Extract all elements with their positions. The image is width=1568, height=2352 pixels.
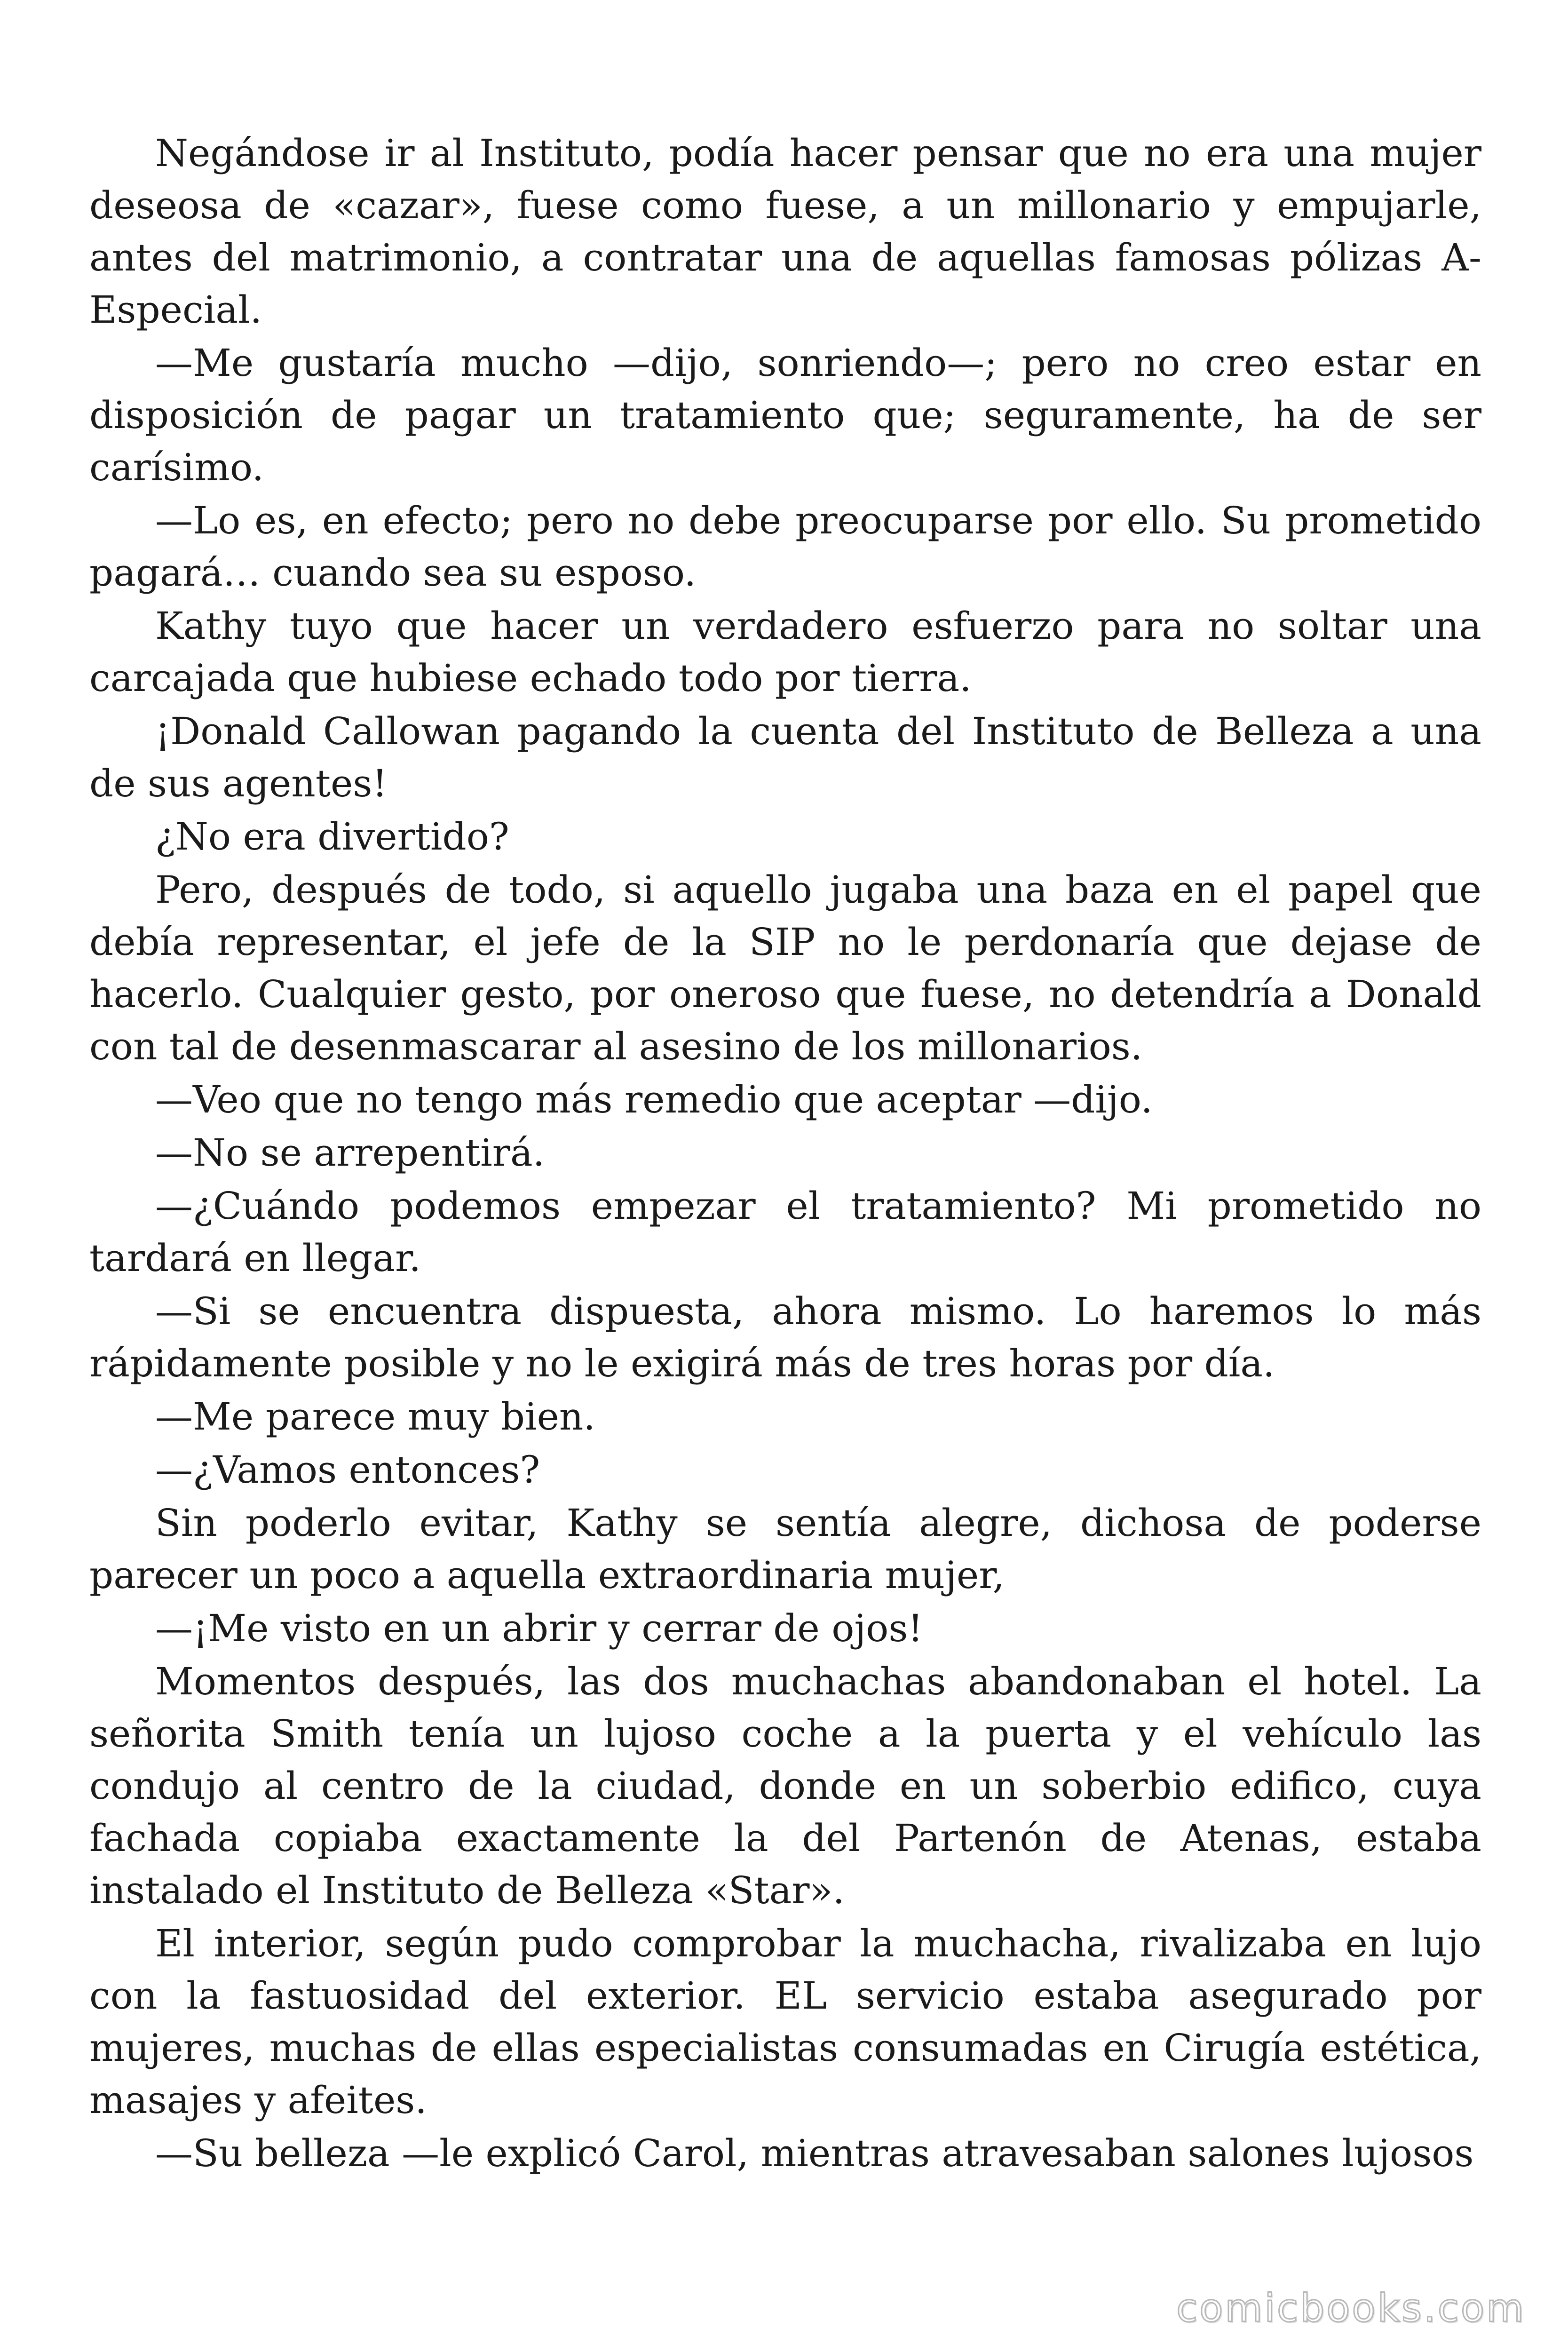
- paragraph-10: —¿Cuándo podemos empezar el tratamiento? Mi prometido no tardará en llegar.: [89, 1184, 1481, 1280]
- paragraph-9: —No se arrepentirá.: [155, 1131, 545, 1175]
- paragraph-15: —¡Me visto en un abrir y cerrar de ojos!: [155, 1606, 923, 1650]
- paragraph-12: —Me parece muy bien.: [155, 1395, 595, 1438]
- page-body: [89, 127, 1481, 2180]
- paragraph-7: Pero, después de todo, si aquello jugaba una baza en el papel que debía representar, el jefe de la SIP no le perdonaría que dejase de hacerlo. Cualquier gesto, por oneroso que fuese, no detendría a Donald con tal de desenmascarar al asesino de los millonarios.: [89, 868, 1481, 1068]
- paragraph-11: —Si se encuentra dispuesta, ahora mismo. Lo haremos lo más rápidamente posible y no le exigirá más de tres horas por día.: [89, 1289, 1481, 1385]
- paragraph-14: Sin poderlo evitar, Kathy se sentía alegre, dichosa de poderse parecer un poco a aquella extraordinaria mujer,: [89, 1501, 1481, 1597]
- watermark-text: comicbooks.com: [1176, 2286, 1526, 2331]
- paragraph-2: —Me gustaría mucho —dijo, sonriendo—; pero no creo estar en disposición de pagar un tratamiento que; seguramente, ha de ser carísimo.: [89, 341, 1481, 489]
- paragraph-16: Momentos después, las dos muchachas abandonaban el hotel. La señorita Smith tenía un lujoso coche a la puerta y el vehículo las condujo al centro de la ciudad, donde en un soberbio edifico, cuya fachada copiaba exactamente la del Partenón de Atenas, estaba instalado el Instituto de Belleza «Star».: [89, 1660, 1481, 1912]
- paragraph-5: ¡Donald Callowan pagando la cuenta del Instituto de Belleza a una de sus agentes!: [89, 709, 1481, 805]
- paragraph-17: El interior, según pudo comprobar la muchacha, rivalizaba en lujo con la fastuosidad del exterior. EL servicio estaba asegurado por mujeres, muchas de ellas especialistas consumadas en Cirugía estética, masajes y afeites.: [89, 1922, 1481, 2122]
- paragraph-4: Kathy tuyo que hacer un verdadero esfuerzo para no soltar una carcajada que hubiese echado todo por tierra.: [89, 604, 1481, 700]
- paragraph-13: —¿Vamos entonces?: [155, 1448, 540, 1492]
- paragraph-18: —Su belleza —le explicó Carol, mientras atravesaban salones lujosos: [155, 2131, 1474, 2175]
- paragraph-6: ¿No era divertido?: [155, 815, 509, 858]
- paragraph-3: —Lo es, en efecto; pero no debe preocuparse por ello. Su prometido pagará… cuando sea su esposo.: [89, 499, 1481, 595]
- paragraph-8: —Veo que no tengo más remedio que aceptar —dijo.: [155, 1078, 1153, 1121]
- paragraph-1: Negándose ir al Instituto, podía hacer pensar que no era una mujer deseosa de «cazar», fuese como fuese, a un millonario y empujarle, antes del matrimonio, a contratar una de aquellas famosas pólizas A-Especial.: [89, 131, 1481, 332]
